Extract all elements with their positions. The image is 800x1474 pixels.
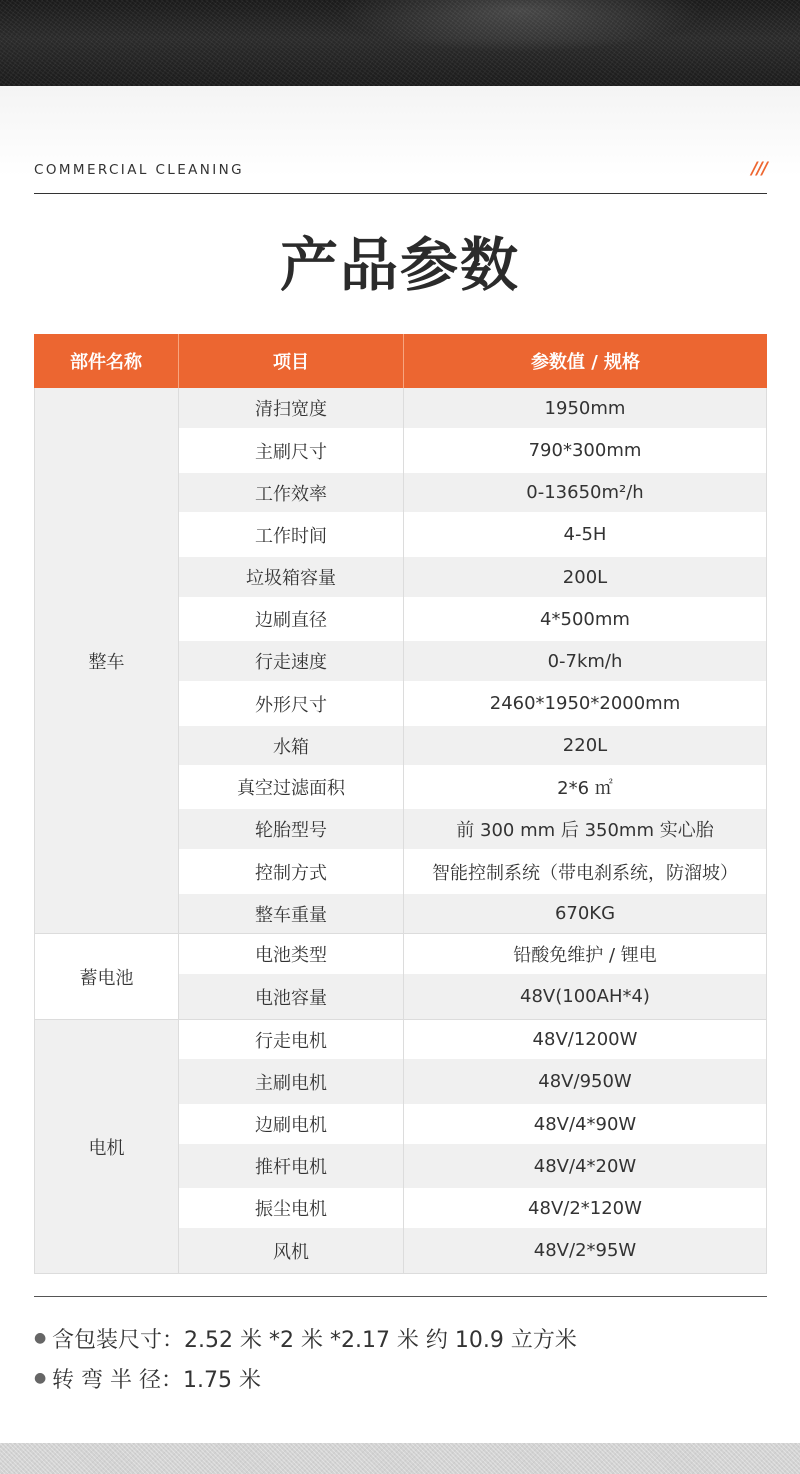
table-header: [34, 334, 767, 388]
table-group: [35, 933, 766, 1019]
item-cell: 水箱: [179, 726, 404, 765]
table-group: [35, 1019, 766, 1273]
table-row: [179, 1228, 766, 1273]
item-cell: 风机: [179, 1228, 404, 1273]
value-cell: 铅酸免维护 / 锂电: [513, 945, 657, 966]
table-row: [179, 473, 766, 512]
note-item: [34, 1318, 767, 1358]
notes-list: [34, 1318, 767, 1398]
header-value: 参数值 / 规格: [530, 352, 641, 373]
value-cell: 48V/2*95W: [533, 1240, 637, 1261]
value-cell: 0-13650m²/h: [526, 482, 644, 503]
item-cell: 振尘电机: [179, 1188, 404, 1228]
group-label: 蓄电池: [35, 934, 179, 1019]
note-text: 含包装尺寸：2.52 米 *2 米 *2.17 米 约 10.9 立方米: [52, 1327, 577, 1353]
value-cell: 48V/4*90W: [533, 1113, 637, 1135]
table-row: [179, 849, 766, 894]
value-cell: 2460*1950*2000mm: [489, 693, 681, 714]
value-cell: 0-7km/h: [547, 650, 623, 672]
value-cell: 48V/2*120W: [528, 1197, 642, 1219]
item-cell: 电池容量: [179, 974, 404, 1019]
table-row: [179, 974, 766, 1019]
group-label: 整车: [35, 388, 179, 933]
item-cell: 控制方式: [179, 849, 404, 894]
bullet-dot-icon: ●: [34, 1370, 47, 1386]
slashes-decoration: ///: [751, 159, 767, 179]
value-cell: 智能控制系统（带电刹系统，防溜坡）: [432, 862, 738, 884]
item-cell: 整车重量: [179, 894, 404, 933]
tagline: COMMERCIAL CLEANING: [34, 162, 244, 178]
notes-divider: [34, 1296, 767, 1297]
value-cell: 790*300mm: [528, 440, 642, 461]
group-label: 电机: [35, 1020, 179, 1273]
item-cell: 外形尺寸: [179, 681, 404, 726]
value-cell: 1950mm: [544, 397, 626, 419]
table-row: [179, 1059, 766, 1104]
table-row: [179, 809, 766, 849]
table-row: [179, 681, 766, 726]
value-cell: 前 300 mm 后 350mm 实心胎: [456, 820, 714, 841]
header-divider: [34, 193, 767, 194]
page-title: 产品参数: [279, 231, 520, 299]
section-header: [34, 160, 767, 196]
item-cell: 边刷直径: [179, 597, 404, 641]
item-cell: 电池类型: [179, 934, 404, 974]
value-cell: 2*6 ㎡: [557, 778, 613, 799]
table-row: [179, 726, 766, 765]
table-row: [179, 597, 766, 641]
item-cell: 清扫宽度: [179, 388, 404, 428]
item-cell: 行走电机: [179, 1020, 404, 1059]
bottom-texture-band: [0, 1443, 800, 1474]
item-cell: 主刷电机: [179, 1059, 404, 1104]
value-cell: 4*500mm: [540, 608, 630, 630]
value-cell: 48V/1200W: [532, 1029, 638, 1050]
bullet-dot-icon: ●: [34, 1330, 47, 1346]
table-row: [179, 512, 766, 557]
item-cell: 工作效率: [179, 473, 404, 512]
table-row: [179, 1104, 766, 1144]
table-group: [35, 388, 766, 933]
table-body: [34, 388, 767, 1274]
value-cell: 48V/4*20W: [533, 1155, 637, 1177]
item-cell: 垃圾箱容量: [179, 557, 404, 597]
value-cell: 200L: [562, 566, 608, 588]
table-row: [179, 1144, 766, 1188]
header-part-name: 部件名称: [34, 334, 179, 388]
table-row: [179, 765, 766, 809]
item-cell: 真空过滤面积: [179, 765, 404, 809]
table-row: [179, 894, 766, 933]
item-cell: 推杆电机: [179, 1144, 404, 1188]
spec-table: [34, 334, 767, 1274]
table-row: [179, 428, 766, 473]
table-row: [179, 388, 766, 428]
value-cell: 48V/950W: [538, 1071, 632, 1092]
header-item: 项目: [179, 334, 404, 388]
table-row: [179, 934, 766, 974]
item-cell: 主刷尺寸: [179, 428, 404, 473]
value-cell: 48V(100AH*4): [520, 986, 650, 1007]
note-text: 转 弯 半 径：1.75 米: [52, 1367, 261, 1393]
item-cell: 轮胎型号: [179, 809, 404, 849]
top-texture-band: [0, 0, 800, 86]
table-row: [179, 1188, 766, 1228]
value-cell: 220L: [562, 735, 608, 756]
item-cell: 工作时间: [179, 512, 404, 557]
table-row: [179, 641, 766, 681]
table-row: [179, 1020, 766, 1059]
note-item: [34, 1358, 767, 1398]
item-cell: 边刷电机: [179, 1104, 404, 1144]
item-cell: 行走速度: [179, 641, 404, 681]
value-cell: 670KG: [554, 903, 616, 924]
table-row: [179, 557, 766, 597]
value-cell: 4-5H: [563, 524, 607, 545]
